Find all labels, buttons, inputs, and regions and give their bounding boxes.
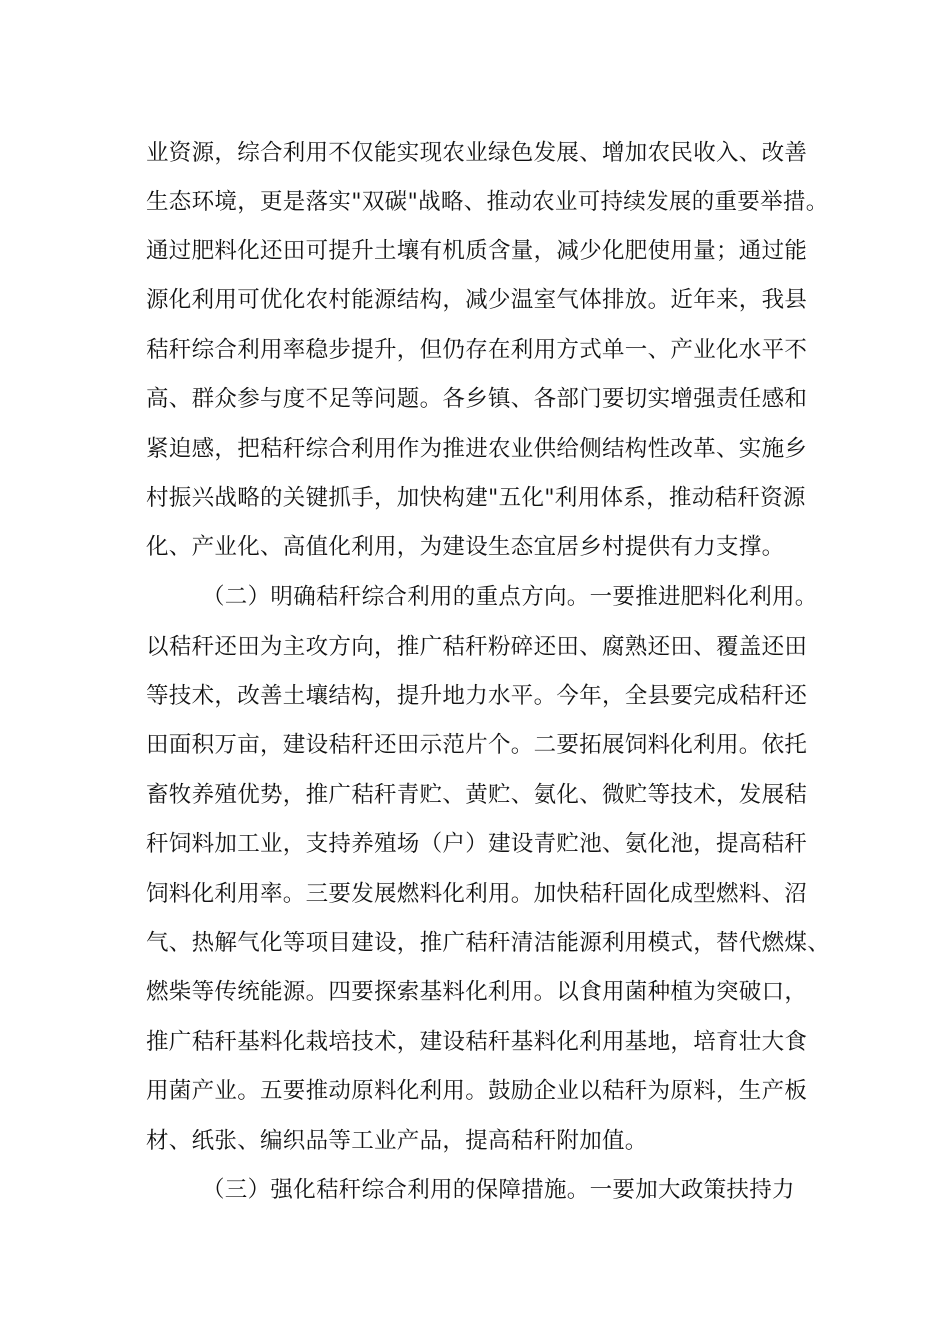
text-line: 饲料化利用率。三要发展燃料化利用。加快秸秆固化成型燃料、沼 xyxy=(146,881,808,907)
text-line: 紧迫感，把秸秆综合利用作为推进农业供给侧结构性改革、实施乡 xyxy=(146,436,808,462)
text-line: 源化利用可优化农村能源结构，减少温室气体排放。近年来，我县 xyxy=(146,287,808,313)
text-line: 秆饲料加工业，支持养殖场（户）建设青贮池、氨化池，提高秸秆 xyxy=(146,831,808,857)
text-line: 推广秸秆基料化栽培技术，建设秸秆基料化利用基地，培育壮大食 xyxy=(146,1029,808,1055)
text-line: 通过肥料化还田可提升土壤有机质含量，减少化肥使用量；通过能 xyxy=(146,238,808,264)
text-line: 以秸秆还田为主攻方向，推广秸秆粉碎还田、腐熟还田、覆盖还田 xyxy=(146,634,808,660)
text-line: 气、热解气化等项目建设，推广秸秆清洁能源利用模式，替代燃煤、 xyxy=(146,930,831,956)
text-line: 村振兴战略的关键抓手，加快构建"五化"利用体系，推动秸秆资源 xyxy=(146,485,806,511)
paragraph-heading-line: （二）明确秸秆综合利用的重点方向。一要推进肥料化利用。 xyxy=(202,584,818,610)
text-line: 材、纸张、编织品等工业产品，提高秸秆附加值。 xyxy=(146,1128,648,1154)
text-line: 化、产业化、高值化利用，为建设生态宜居乡村提供有力支撑。 xyxy=(146,534,785,560)
text-line: 生态环境，更是落实"双碳"战略、推动农业可持续发展的重要举措。 xyxy=(146,189,829,215)
text-line: 燃柴等传统能源。四要探索基料化利用。以食用菌种植为突破口， xyxy=(146,979,808,1005)
text-line: 等技术，改善土壤结构，提升地力水平。今年，全县要完成秸秆还 xyxy=(146,683,808,709)
text-line: 高、群众参与度不足等问题。各乡镇、各部门要切实增强责任感和 xyxy=(146,386,808,412)
text-line: 业资源，综合利用不仅能实现农业绿色发展、增加农民收入、改善 xyxy=(146,140,808,166)
paragraph-heading-line: （三）强化秸秆综合利用的保障措施。一要加大政策扶持力 xyxy=(202,1177,795,1203)
text-line: 秸秆综合利用率稳步提升，但仍存在利用方式单一、产业化水平不 xyxy=(146,337,808,363)
text-line: 田面积万亩，建设秸秆还田示范片个。二要拓展饲料化利用。依托 xyxy=(146,732,808,758)
text-line: 畜牧养殖优势，推广秸秆青贮、黄贮、氨化、微贮等技术，发展秸 xyxy=(146,782,808,808)
text-line: 用菌产业。五要推动原料化利用。鼓励企业以秸秆为原料，生产板 xyxy=(146,1078,808,1104)
